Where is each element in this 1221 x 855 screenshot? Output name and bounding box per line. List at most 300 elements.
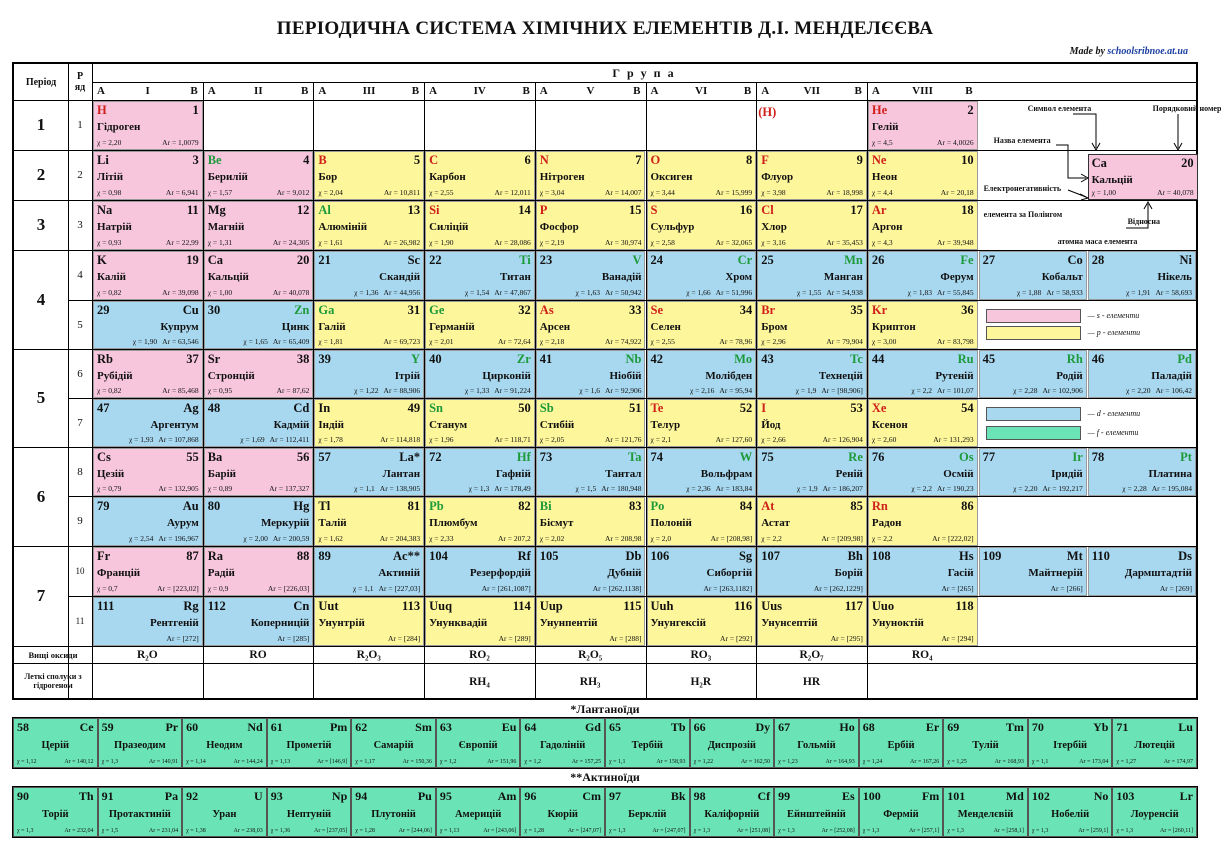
f-element-cell-er[interactable] [859, 718, 944, 768]
actinides-title: **Актиноїди [570, 770, 640, 784]
element-number: 79 [97, 499, 110, 513]
element-header [694, 790, 771, 803]
element-cell-v[interactable] [536, 251, 646, 300]
f-element-cell-dy[interactable] [690, 718, 775, 768]
element-number: 91 [101, 789, 114, 803]
element-number: 34 [739, 303, 753, 317]
f-element-cell-sm[interactable] [351, 718, 436, 768]
element-cell-be[interactable] [204, 151, 314, 200]
element-cell-cr[interactable] [647, 251, 757, 300]
element-symbol: Sg [738, 549, 753, 563]
element-cell-tc[interactable] [757, 350, 867, 398]
higher-oxide: RO₂ [469, 648, 490, 661]
element-cell-zn[interactable] [204, 301, 314, 349]
atomic-mass: Ar = [295] [830, 634, 863, 644]
element-cell-as[interactable] [536, 301, 646, 349]
f-element-cell-pa[interactable] [98, 787, 183, 837]
f-element-cell-eu[interactable] [436, 718, 521, 768]
atomic-mass: Ar = 195,084 [1151, 484, 1192, 494]
element-cell-ba[interactable] [204, 448, 314, 496]
volatile-hydride [203, 663, 314, 700]
f-element-cell-u[interactable] [182, 787, 267, 837]
element-number: 116 [734, 599, 753, 613]
atomic-mass: Ar = [257,1] [909, 827, 940, 834]
element-symbol: Eu [501, 720, 517, 734]
f-element-cell-no[interactable] [1028, 787, 1113, 837]
element-cell-br[interactable] [757, 301, 867, 349]
element-header [1032, 721, 1109, 734]
element-cell-db[interactable] [536, 547, 646, 596]
element-cell-uus[interactable] [757, 597, 867, 646]
element-number: 32 [518, 303, 531, 317]
element-symbol: Pm [329, 720, 348, 734]
element-props [429, 387, 531, 395]
f-element-cell-pr[interactable] [98, 718, 183, 768]
element-cell-sc[interactable] [314, 251, 424, 300]
element-name: Празеодим [114, 740, 166, 751]
element-number: 101 [947, 789, 966, 803]
element-cell-li[interactable] [93, 151, 203, 200]
element-cell-mo[interactable] [647, 350, 757, 398]
f-element-cell-nd[interactable] [182, 718, 267, 768]
element-name: Аргентум [150, 419, 199, 431]
electronegativity: χ = 1,78 [318, 435, 343, 445]
element-props [102, 759, 179, 765]
element-cell-at[interactable] [757, 497, 867, 546]
element-cell-rb[interactable] [93, 350, 203, 398]
element-number: 115 [623, 599, 642, 613]
element-cell-hf[interactable] [425, 448, 535, 496]
element-cell-cn[interactable] [204, 597, 314, 646]
element-props [872, 436, 974, 444]
element-header [540, 402, 642, 415]
atomic-mass: Ar = [262,1138] [592, 584, 642, 594]
element-cell-ti[interactable] [425, 251, 535, 300]
element-number: 110 [1091, 549, 1110, 563]
element-name: Берклій [628, 809, 667, 820]
element-name: Рентгеній [150, 617, 199, 629]
element-cell-s[interactable] [647, 201, 757, 250]
electronegativity: χ = 0,79 [97, 484, 122, 494]
element-cell-uut[interactable] [314, 597, 424, 646]
electronegativity: χ = 0,9 [207, 584, 229, 594]
element-props [429, 585, 531, 593]
f-element-cell-es[interactable] [774, 787, 859, 837]
element-header [872, 500, 974, 513]
element-name: Менделєвій [957, 809, 1014, 820]
electronegativity: χ = 1,13 [270, 758, 291, 765]
element-cell-nb[interactable] [536, 350, 646, 398]
higher-oxide: R₂O₇ [799, 648, 824, 661]
element-props [761, 189, 863, 197]
electronegativity: χ = 1,90 [132, 337, 158, 347]
f-element-cell-lr[interactable] [1112, 787, 1197, 837]
f-element-cell-tm[interactable] [943, 718, 1028, 768]
group-label-b: B [411, 85, 420, 97]
element-name: Кадмій [273, 419, 310, 431]
element-symbol: Cd [293, 401, 310, 415]
element-cell-h[interactable] [93, 101, 203, 150]
element-cell-c[interactable] [425, 151, 535, 200]
element-cell-ds[interactable] [1088, 547, 1196, 596]
f-element-cell-pm[interactable] [267, 718, 352, 768]
electronegativity: χ = 1,24 [862, 758, 883, 765]
element-name: Гелій [871, 121, 899, 133]
element-number: 1 [192, 103, 199, 117]
element-name: Лантан [382, 468, 421, 480]
element-cell-rg[interactable] [93, 597, 203, 646]
electronegativity: χ = 2,54 [128, 534, 154, 544]
element-number: 90 [17, 789, 29, 803]
element-header [97, 204, 199, 217]
element-cell-mn[interactable] [757, 251, 867, 300]
element-cell-sn[interactable] [425, 399, 535, 447]
element-number: 25 [761, 253, 774, 267]
element-header [947, 790, 1024, 803]
element-cell-au[interactable] [93, 497, 203, 546]
element-cell-ne[interactable] [868, 151, 978, 200]
element-header [540, 154, 642, 167]
element-symbol: Pd [1177, 352, 1192, 366]
element-cell-ru[interactable] [868, 350, 978, 398]
atomic-mass: Ar = 127,60 [715, 435, 753, 445]
element-cell-rn[interactable] [868, 497, 978, 546]
atomic-mass: Ar = [261,1087] [481, 584, 531, 594]
element-name: Каліфорній [704, 809, 760, 820]
element-number: 47 [97, 401, 110, 415]
electronegativity: χ = 1,36 [270, 827, 291, 834]
element-cell-ge[interactable] [425, 301, 535, 349]
atomic-mass: Ar = 15,999 [715, 188, 753, 198]
element-number: 87 [186, 549, 199, 563]
element-cell-rh[interactable] [979, 350, 1087, 398]
element-cell-cd[interactable] [204, 399, 314, 447]
element-name: Йод [761, 419, 781, 431]
element-symbol: Np [331, 789, 348, 803]
group-label-r: VIII [912, 85, 933, 97]
element-cell-p[interactable] [536, 201, 646, 250]
electronegativity: χ = 1,9 [796, 484, 818, 494]
element-props [97, 139, 199, 147]
f-element-cell-yb[interactable] [1028, 718, 1113, 768]
element-number: 48 [207, 401, 221, 415]
element-name: Ейнштейній [786, 809, 846, 820]
element-header [872, 550, 974, 563]
element-cell-ta[interactable] [536, 448, 646, 496]
element-cell-pd[interactable] [1088, 350, 1196, 398]
electronegativity: χ = 2,60 [871, 435, 897, 445]
element-header [97, 104, 199, 117]
element-cell-o[interactable] [647, 151, 757, 200]
electronegativity: χ = 2,28 [1013, 386, 1038, 396]
element-number: 19 [186, 253, 199, 267]
element-symbol: Y [411, 352, 421, 366]
made-by-site[interactable]: schoolsribnoe.at.ua [1107, 46, 1188, 57]
element-number: 62 [355, 720, 368, 734]
element-cell-tl[interactable] [314, 497, 424, 546]
f-element-cell-gd[interactable] [520, 718, 605, 768]
element-cell-f[interactable] [757, 151, 867, 200]
element-name: Неон [871, 171, 898, 183]
element-props [540, 436, 642, 444]
element-cell-te[interactable] [647, 399, 757, 447]
element-cell-co[interactable] [979, 251, 1087, 300]
f-element-cell-bk[interactable] [605, 787, 690, 837]
element-cell-cl[interactable] [757, 201, 867, 250]
element-props [651, 635, 753, 643]
group-label-r: VII [803, 85, 821, 97]
electronegativity: χ = 2,1 [650, 435, 672, 445]
element-header [97, 402, 199, 415]
element-name: Індій [318, 419, 344, 431]
atomic-mass: Ar = 14,007 [604, 188, 642, 198]
element-cell-bi[interactable] [536, 497, 646, 546]
element-cell-fe[interactable] [868, 251, 978, 300]
element-cell-b[interactable] [314, 151, 424, 200]
element-symbol: Uus [761, 599, 783, 613]
element-cell-se[interactable] [647, 301, 757, 349]
element-cell-uuo[interactable] [868, 597, 978, 646]
element-number: 99 [778, 789, 791, 803]
electronegativity: χ = 3,44 [650, 188, 675, 198]
atomic-mass: Ar = [288] [609, 634, 642, 644]
group-label-r: II [254, 85, 263, 97]
element-props [872, 239, 974, 247]
element-number: 40 [429, 352, 442, 366]
element-symbol: Rb [97, 352, 113, 366]
element-cell-uup[interactable] [536, 597, 646, 646]
element-cell-sr[interactable] [204, 350, 314, 398]
element-cell-sg[interactable] [647, 547, 757, 596]
element-cell-xe[interactable] [868, 399, 978, 447]
element-cell-fr[interactable] [93, 547, 203, 596]
element-number: 27 [982, 253, 996, 267]
atomic-mass: Ar = 78,96 [719, 337, 753, 347]
element-number: 7 [635, 153, 642, 167]
element-cell-ir[interactable] [979, 448, 1087, 496]
element-props [872, 635, 974, 643]
element-props [429, 535, 531, 543]
element-cell-ar[interactable] [868, 201, 978, 250]
element-name: Галій [318, 321, 346, 333]
element-cell-uuq[interactable] [425, 597, 535, 646]
element-cell-rf[interactable] [425, 547, 535, 596]
element-cell-bh[interactable] [757, 547, 867, 596]
element-symbol: Ni [1179, 253, 1192, 267]
element-cell-he[interactable] [868, 101, 978, 150]
element-number: 65 [609, 720, 621, 734]
element-header [1116, 721, 1193, 734]
element-name: Унунтрій [318, 617, 365, 629]
element-number: 36 [961, 303, 974, 317]
element-props [694, 759, 771, 765]
element-header [609, 721, 686, 734]
element-header [761, 500, 863, 513]
element-cell-pt[interactable] [1088, 448, 1196, 496]
element-cell-hg[interactable] [204, 497, 314, 546]
element-cell-cu[interactable] [93, 301, 203, 349]
element-name: Магній [207, 221, 245, 233]
element-cell-i[interactable] [757, 399, 867, 447]
element-cell-re[interactable] [757, 448, 867, 496]
volatile-hydride: H₂R [690, 675, 712, 688]
atomic-mass: Ar = 101,07 [937, 386, 974, 396]
element-number: 43 [761, 352, 774, 366]
electronegativity: χ = 1,22 [693, 758, 714, 765]
element-cell-hs[interactable] [868, 547, 978, 596]
element-cell-uuh[interactable] [647, 597, 757, 646]
element-props [318, 635, 420, 643]
element-header [208, 500, 310, 513]
element-cell-kr[interactable] [868, 301, 978, 349]
element-cell-n[interactable] [536, 151, 646, 200]
element-header [609, 790, 686, 803]
element-cell-cs[interactable] [93, 448, 203, 496]
legend-order: Порядковий номер [1152, 104, 1221, 113]
f-element-cell-th[interactable] [13, 787, 98, 837]
atomic-mass: Ar = 167,26 [910, 758, 940, 765]
electronegativity: χ = 2,18 [539, 337, 565, 347]
atomic-mass: Ar = 32,065 [715, 238, 753, 248]
element-cell-mg[interactable] [204, 201, 314, 250]
element-symbol: Es [842, 789, 855, 803]
element-name: Протактиній [108, 809, 171, 820]
element-name: Актиній [378, 567, 421, 579]
atomic-mass: Ar = [223,02] [157, 584, 199, 594]
f-element-cell-ho[interactable] [774, 718, 859, 768]
element-cell-po[interactable] [647, 497, 757, 546]
element-symbol: Cm [582, 789, 601, 803]
element-name: Радій [207, 567, 235, 579]
atomic-mass: Ar = 150,36 [402, 758, 432, 765]
row-number: 10 [75, 566, 85, 576]
f-element-cell-am[interactable] [436, 787, 521, 837]
f-element-cell-cf[interactable] [690, 787, 775, 837]
element-number: 2 [967, 103, 974, 117]
element-cell-ag[interactable] [93, 399, 203, 447]
element-header [872, 154, 974, 167]
element-name: Ітербій [1053, 740, 1088, 751]
f-element-cell-cm[interactable] [520, 787, 605, 837]
group-label-8 [867, 82, 978, 100]
legend-relative: Відносна [1127, 217, 1160, 226]
atomic-mass: Ar = 55,845 [937, 288, 974, 298]
element-cell-la[interactable] [314, 448, 424, 496]
element-cell-pb[interactable] [425, 497, 535, 546]
element-name: Нептуній [286, 809, 332, 820]
element-cell-sb[interactable] [536, 399, 646, 447]
element-header [97, 600, 199, 613]
element-number: 37 [186, 352, 199, 366]
element-header [540, 254, 642, 267]
period-number: 4 [36, 289, 46, 309]
legend-atomic-mass: атомна маса елемента [1057, 237, 1138, 246]
lanthanides-row [12, 717, 1198, 769]
element-props [429, 239, 531, 247]
element-symbol: Sm [415, 720, 432, 734]
element-name: Тантал [605, 468, 642, 480]
element-cell-zr[interactable] [425, 350, 535, 398]
legend-symbol: Символ елемента [1027, 104, 1092, 113]
electronegativity: χ = 2,02 [539, 534, 565, 544]
element-number: 44 [871, 352, 885, 366]
f-element-cell-pu[interactable] [351, 787, 436, 837]
atomic-mass: Ar = [247,07] [567, 827, 601, 834]
atomic-mass: Ar = 54,938 [826, 288, 863, 298]
f-element-cell-np[interactable] [267, 787, 352, 837]
element-props [651, 239, 753, 247]
f-element-cell-fm[interactable] [859, 787, 944, 837]
element-cell-in[interactable] [314, 399, 424, 447]
element-header [208, 353, 310, 366]
element-header [318, 550, 420, 563]
element-header [318, 204, 420, 217]
element-number: 28 [1091, 253, 1105, 267]
f-element-cell-lu[interactable] [1112, 718, 1197, 768]
element-cell-si[interactable] [425, 201, 535, 250]
element-cell-ga[interactable] [314, 301, 424, 349]
element-header [540, 500, 642, 513]
electronegativity: χ = 3,00 [871, 337, 897, 347]
element-cell-os[interactable] [868, 448, 978, 496]
element-cell-ca[interactable] [204, 251, 314, 300]
element-cell-ac*[interactable] [314, 547, 424, 596]
element-cell-ra[interactable] [204, 547, 314, 596]
element-name: Неодим [206, 740, 243, 751]
element-header [947, 721, 1024, 734]
element-name: Кальцій [207, 271, 249, 283]
electronegativity: χ = 1,62 [318, 534, 343, 544]
element-name: Платина [1148, 468, 1192, 480]
f-element-cell-ce[interactable] [13, 718, 98, 768]
element-name: Оксиген [650, 171, 693, 183]
element-cell-na[interactable] [93, 201, 203, 250]
element-name: Полоній [650, 517, 692, 529]
element-props [761, 535, 863, 543]
element-props [186, 759, 263, 765]
group-label-b: B [743, 85, 752, 97]
element-header [651, 154, 753, 167]
element-number: 93 [270, 789, 283, 803]
element-cell-al[interactable] [314, 201, 424, 250]
electronegativity: χ = 1,36 [354, 288, 379, 298]
atomic-mass: Ar = 204,383 [379, 534, 421, 544]
element-cell-ni[interactable] [1088, 251, 1196, 300]
row-number: 4 [77, 269, 83, 281]
element-name: Лоуренсій [1130, 809, 1179, 820]
electronegativity: χ = 3,98 [761, 188, 786, 198]
electronegativity: χ = 1,1 [352, 584, 374, 594]
element-symbol: Fm [921, 789, 940, 803]
electronegativity: χ = 2,36 [686, 484, 711, 494]
f-element-cell-tb[interactable] [605, 718, 690, 768]
group-label-r: V [586, 85, 595, 97]
element-name: Унунгексій [650, 617, 706, 629]
element-symbol: Sr [207, 352, 221, 366]
element-symbol: Ir [1072, 450, 1083, 464]
element-cell-w[interactable] [647, 448, 757, 496]
element-props [271, 828, 348, 834]
element-cell-mt[interactable] [979, 547, 1087, 596]
f-element-cell-md[interactable] [943, 787, 1028, 837]
element-cell-y[interactable] [314, 350, 424, 398]
atomic-mass: Ar = [269] [1159, 584, 1192, 594]
legend-arrows [978, 100, 1198, 250]
element-props [271, 759, 348, 765]
atomic-mass: Ar = 183,84 [715, 484, 753, 494]
element-cell-k[interactable] [93, 251, 203, 300]
element-header [17, 790, 94, 803]
